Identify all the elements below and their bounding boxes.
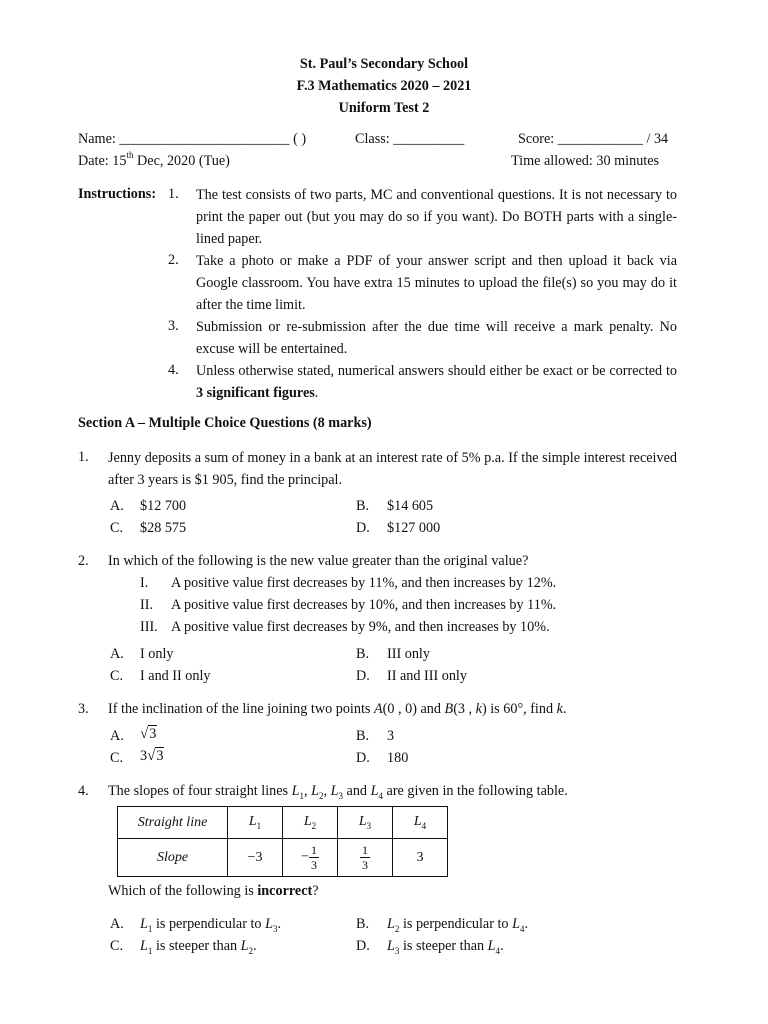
q4-option-b (387, 916, 528, 934)
q4-option-a-mid: is perpendicular to (152, 916, 266, 932)
table-header-l1 (228, 807, 283, 839)
radical-icon: √ (140, 726, 149, 742)
q3-text-c: (3 , (453, 701, 476, 717)
q4-l3-sub: 3 (338, 790, 343, 801)
q3-text-b: (0 , 0) and (382, 701, 445, 717)
q3-option-a (140, 726, 157, 743)
q3-option-c (140, 748, 164, 765)
table-row (118, 839, 448, 877)
q4-l1: L (291, 783, 300, 799)
score-field: Score: ____________ / 34 (518, 131, 669, 147)
q4-number: 4. (78, 783, 89, 799)
q4-option-d-sub2: 4 (495, 945, 501, 956)
q4-option-b-mid: is perpendicular to (399, 916, 513, 932)
q4-option-a-letter: A. (110, 916, 124, 932)
q4-option-d-sub1: 3 (394, 945, 400, 956)
q4-which-b: ? (312, 883, 319, 899)
instruction-4-bold: 3 significant figures (196, 385, 315, 401)
q2-option-c-letter: C. (110, 668, 124, 684)
q4-option-c (140, 938, 257, 956)
instruction-4-text: Unless otherwise stated, numerical answers should either be exact or be corrected to (196, 363, 677, 379)
q3-text (108, 701, 566, 718)
instruction-item-4 (196, 360, 677, 404)
q1-option-d: $127 000 (387, 520, 441, 536)
q3-option-d: 180 (387, 750, 409, 766)
q3-option-a-letter: A. (110, 728, 124, 744)
q4-option-d-mid: is steeper than (399, 938, 488, 954)
table-header-slope: Slope (118, 839, 228, 877)
q4-l4-sub: 4 (378, 790, 383, 801)
date-suffix: Dec, 2020 (Tue) (133, 153, 230, 169)
q4-which-bold: incorrect (257, 883, 313, 899)
date-line (78, 150, 230, 170)
q4-text-b: are given in the following table. (382, 783, 568, 799)
q2-roman-2: II. (140, 597, 153, 613)
instructions-label: Instructions: (78, 186, 157, 202)
q4-option-d-end: . (500, 938, 504, 954)
q4-option-b-end: . (524, 916, 529, 932)
q4-option-a-l: L (140, 916, 148, 932)
q1-option-c: $28 575 (140, 520, 187, 536)
q4-comma-2: , (323, 783, 331, 799)
q2-option-c: I and II only (140, 668, 211, 684)
instruction-item-1: The test consists of two parts, MC and conventional questions. It is not necessary to print the paper out (but you may do so if you want). Do BOTH parts with a single-lined paper. (196, 187, 677, 247)
q4-option-c-end: . (253, 938, 257, 954)
l3-label: L (358, 814, 367, 830)
l3-sub: 3 (366, 820, 372, 831)
q4-comma-1: , (304, 783, 312, 799)
q3-number: 3. (78, 701, 89, 717)
date-sup: th (126, 150, 134, 160)
l4-sub: 4 (421, 820, 427, 831)
q1-option-b-letter: B. (356, 498, 370, 514)
q4-option-b-l: L (387, 916, 395, 932)
name-field: Name: ________________________ ( ) (78, 131, 307, 147)
q4-option-c-l2: L (240, 938, 249, 954)
q4-option-a-end: . (277, 916, 282, 932)
q4-option-c-letter: C. (110, 938, 124, 954)
l2-label: L (303, 814, 312, 830)
slope-l3-fraction (360, 843, 370, 872)
q4-option-c-mid: is steeper than (152, 938, 241, 954)
q3-option-c-radicand: 3 (156, 748, 164, 764)
q1-number: 1. (78, 449, 89, 465)
slope-l3 (338, 839, 393, 877)
q4-l3: L (330, 783, 339, 799)
q2-statement-3: A positive value first decreases by 9%, and then increases by 10%. (171, 619, 550, 635)
q4-option-d-letter: D. (356, 938, 370, 954)
q2-option-d-letter: D. (356, 668, 370, 684)
course-title: F.3 Mathematics 2020 – 2021 (296, 78, 472, 94)
q3-option-d-letter: D. (356, 750, 370, 766)
q1-option-a: $12 700 (140, 498, 187, 514)
instruction-4-end: . (314, 385, 319, 401)
q4-option-c-sub2: 2 (248, 945, 254, 956)
q3-option-c-coef: 3 (140, 748, 148, 764)
q2-text: In which of the following is the new value greater than the original value? (108, 553, 529, 569)
l1-label: L (248, 814, 257, 830)
q4-l1-sub: 1 (299, 790, 305, 801)
instruction-num-2: 2. (168, 252, 179, 268)
date-prefix: Date: 15 (78, 153, 127, 169)
q1-text: Jenny deposits a sum of money in a bank at an interest rate of 5% p.a. If the simple interest received after 3 years is $1 905, find the principal. (108, 450, 677, 488)
q4-option-a-sub2: 3 (272, 923, 278, 934)
q3-point-b: B (444, 701, 454, 717)
slope-l3-denominator: 3 (362, 858, 368, 872)
instruction-num-3: 3. (168, 318, 179, 334)
q2-option-d: II and III only (387, 668, 467, 684)
q3-k1: k (475, 701, 482, 717)
l4-label: L (413, 814, 422, 830)
q3-point-a: A (373, 701, 383, 717)
class-field: Class: __________ (355, 131, 465, 147)
q4-text-a: The slopes of four straight lines (108, 783, 292, 799)
q1-option-a-letter: A. (110, 498, 124, 514)
slope-l3-numerator: 1 (362, 843, 368, 857)
q3-text-a: If the inclination of the line joining two points (108, 701, 374, 717)
q4-option-d-l2: L (487, 938, 496, 954)
slope-l2-sign: − (301, 849, 309, 865)
q4-option-a (140, 916, 281, 934)
slope-l2-fraction (309, 843, 319, 872)
q3-option-b-letter: B. (356, 728, 370, 744)
instruction-item-3: Submission or re-submission after the due time will receive a mark penalty. No excuse will be entertained. (196, 319, 677, 357)
q4-which-a: Which of the following is (108, 883, 258, 899)
table-header-l2 (283, 807, 338, 839)
q1-option-b: $14 605 (387, 498, 434, 514)
q2-statement-2: A positive value first decreases by 10%, and then increases by 11%. (171, 597, 557, 613)
q4-l2-sub: 2 (319, 790, 324, 801)
q4-option-b-l2: L (512, 916, 520, 932)
radical-icon: √ (147, 748, 156, 764)
q4-option-d (387, 938, 504, 956)
q3-option-c-letter: C. (110, 750, 124, 766)
q4-which (108, 883, 319, 900)
q2-option-b: III only (387, 646, 430, 662)
l1-sub: 1 (256, 820, 262, 831)
q4-l4: L (370, 783, 379, 799)
q4-option-b-sub2: 4 (519, 923, 525, 934)
q4-option-a-l2: L (265, 916, 273, 932)
slope-l2-denominator: 3 (310, 858, 317, 872)
q3-text-e: . (562, 701, 567, 717)
q4-option-c-sub1: 1 (147, 945, 153, 956)
instruction-num-1: 1. (168, 186, 179, 202)
table-header-straight-line: Straight line (118, 807, 228, 839)
q3-option-a-radicand: 3 (149, 726, 157, 742)
school-name: St. Paul’s Secondary School (299, 56, 469, 72)
table-header-l4 (393, 807, 448, 839)
q4-l2: L (311, 783, 319, 799)
q4-option-b-letter: B. (356, 916, 370, 932)
q2-option-a: I only (140, 646, 174, 662)
slope-l2-numerator: 1 (310, 843, 317, 857)
test-title: Uniform Test 2 (338, 100, 430, 116)
slope-l1: −3 (228, 839, 283, 877)
q3-option-a-sqrt (140, 726, 157, 743)
section-a-title: Section A – Multiple Choice Questions (8 marks) (78, 415, 372, 431)
q2-statement-1: A positive value first decreases by 11%, and then increases by 12%. (171, 575, 557, 591)
q4-and: and (342, 783, 371, 799)
q2-roman-3: III. (140, 619, 158, 635)
q4-option-b-sub1: 2 (394, 923, 400, 934)
q2-roman-1: I. (140, 575, 149, 591)
q1-option-d-letter: D. (356, 520, 370, 536)
q3-text-d: ) is 60°, find (481, 701, 557, 717)
q4-option-d-l: L (387, 938, 395, 954)
q3-option-c-sqrt (147, 748, 164, 765)
slope-l4: 3 (393, 839, 448, 877)
table-header-l3 (338, 807, 393, 839)
instruction-num-4: 4. (168, 362, 179, 378)
slope-l2 (283, 839, 338, 877)
q2-number: 2. (78, 553, 89, 569)
q1-option-c-letter: C. (110, 520, 124, 536)
time-allowed: Time allowed: 30 minutes (511, 153, 660, 169)
l2-sub: 2 (311, 820, 317, 831)
slopes-table (117, 806, 448, 877)
table-row (118, 807, 448, 839)
q4-option-a-sub1: 1 (147, 923, 153, 934)
q4-text (108, 783, 568, 801)
q3-option-b: 3 (387, 728, 395, 744)
q2-option-b-letter: B. (356, 646, 370, 662)
instruction-item-2: Take a photo or make a PDF of your answer script and then upload it back via Google classroom. You have extra 15 minutes to upload the file(s) so you may do it after the time limit. (196, 253, 677, 313)
q2-option-a-letter: A. (110, 646, 124, 662)
q3-k2: k (556, 701, 563, 717)
q4-option-c-l: L (140, 938, 148, 954)
